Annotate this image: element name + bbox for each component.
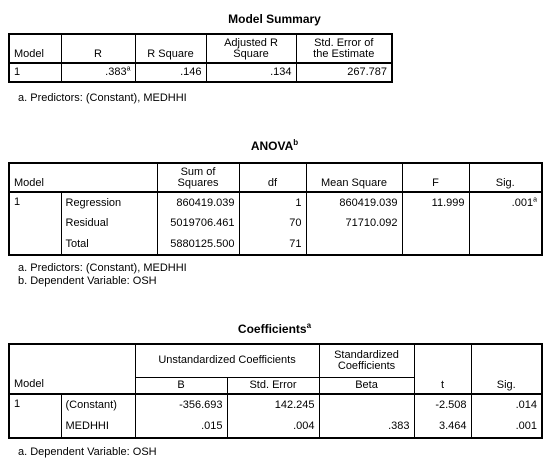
coef-header-std-line2: Coefficients bbox=[337, 359, 396, 372]
anova-row-label: Regression bbox=[61, 192, 157, 213]
coef-header-unstandardized: Unstandardized Coefficients bbox=[135, 344, 319, 377]
coef-header-beta: Beta bbox=[319, 377, 414, 394]
anova-cell-sig bbox=[469, 213, 542, 234]
model-summary-table bbox=[8, 33, 393, 83]
coef-row-label: (Constant) bbox=[61, 394, 135, 416]
cell-r-square: .146 bbox=[135, 63, 206, 82]
cell-model: 1 bbox=[9, 63, 61, 82]
coef-row-medhhi bbox=[9, 416, 542, 438]
header-std-error-estimate bbox=[296, 34, 392, 63]
header-r-square: R Square bbox=[135, 34, 206, 63]
anova-header-ss-line1: Sum of bbox=[180, 166, 216, 178]
anova-cell-df: 1 bbox=[239, 192, 306, 213]
anova-cell-df: 70 bbox=[239, 213, 306, 234]
anova-header-sum-squares bbox=[157, 163, 239, 192]
coef-cell-beta: .383 bbox=[319, 416, 414, 438]
coef-model-number: 1 bbox=[9, 394, 61, 438]
anova-cell-ms bbox=[306, 234, 402, 255]
coef-cell-sig: .001 bbox=[471, 416, 542, 438]
anova-row-regression bbox=[9, 192, 542, 213]
anova-cell-ss: 860419.039 bbox=[157, 192, 239, 213]
anova-cell-ms: 860419.039 bbox=[306, 192, 402, 213]
anova-model-number: 1 bbox=[9, 192, 61, 255]
coef-cell-beta bbox=[319, 394, 414, 416]
model-summary-title-text: Model Summary bbox=[228, 12, 321, 26]
anova-cell-f: 11.999 bbox=[402, 192, 469, 213]
anova-header-sig: Sig. bbox=[469, 163, 542, 192]
header-se-line2: the Estimate bbox=[313, 48, 375, 60]
header-adj-line1: Adjusted R bbox=[224, 37, 278, 49]
anova-cell-df: 71 bbox=[239, 234, 306, 255]
coef-cell-se: .004 bbox=[227, 416, 319, 438]
coef-header-std-error: Std. Error bbox=[227, 377, 319, 394]
anova-cell-f bbox=[402, 234, 469, 255]
coef-cell-b: .015 bbox=[135, 416, 227, 438]
coef-cell-se: 142.245 bbox=[227, 394, 319, 416]
coefficients-title-text: Coefficients bbox=[237, 322, 307, 336]
model-summary-footnote: a. Predictors: (Constant), MEDHHI bbox=[18, 92, 187, 104]
header-se-line1: Std. Error of bbox=[314, 37, 374, 49]
model-summary-title bbox=[0, 12, 549, 26]
anova-cell-sig-value: .001 bbox=[511, 196, 534, 209]
coef-cell-b: -356.693 bbox=[135, 394, 227, 416]
coef-header-model: Model bbox=[9, 344, 135, 394]
cell-r-value: .383 bbox=[105, 66, 127, 78]
anova-header-df: df bbox=[239, 163, 306, 192]
anova-header-ss-line2: Squares bbox=[177, 177, 219, 189]
model-summary-header-row bbox=[9, 34, 392, 63]
cell-adj-r-square: .134 bbox=[206, 63, 296, 82]
coefficients-table bbox=[8, 343, 543, 439]
anova-header-f: F bbox=[402, 163, 469, 192]
anova-title-text: ANOVA bbox=[250, 139, 294, 153]
coefficients-footnote: a. Dependent Variable: OSH bbox=[18, 446, 157, 458]
anova-header-mean-square: Mean Square bbox=[306, 163, 402, 192]
anova-header-model: Model bbox=[9, 163, 157, 192]
anova-cell-sig bbox=[469, 234, 542, 255]
anova-cell-ss: 5019706.461 bbox=[157, 213, 239, 234]
cell-r-footnote-mark: a bbox=[126, 65, 131, 73]
header-adjusted-r-square bbox=[206, 34, 296, 63]
anova-row-label: Residual bbox=[61, 213, 157, 234]
coef-header-sig: Sig. bbox=[471, 344, 542, 394]
header-r: R bbox=[61, 34, 135, 63]
anova-cell-ms: 71710.092 bbox=[306, 213, 402, 234]
coef-row-label: MEDHHI bbox=[61, 416, 135, 438]
anova-row-residual bbox=[9, 213, 542, 234]
header-model: Model bbox=[9, 34, 61, 63]
cell-r bbox=[61, 63, 135, 82]
coefficients-header-row-1 bbox=[9, 344, 542, 377]
coef-header-t: t bbox=[414, 344, 471, 394]
anova-title-footnote-mark: b bbox=[293, 138, 299, 147]
coef-header-std-line1: Standardized bbox=[334, 348, 399, 361]
anova-cell-f bbox=[402, 213, 469, 234]
anova-cell-sig bbox=[469, 192, 542, 213]
anova-header-row bbox=[9, 163, 542, 192]
header-adj-line2: Square bbox=[233, 48, 269, 60]
coef-cell-t: 3.464 bbox=[414, 416, 471, 438]
coef-cell-sig: .014 bbox=[471, 394, 542, 416]
anova-title bbox=[0, 139, 549, 153]
coefficients-title bbox=[0, 322, 549, 336]
coefficients-title-footnote-mark: a bbox=[306, 321, 312, 330]
anova-footnote-b: b. Dependent Variable: OSH bbox=[18, 275, 157, 287]
cell-std-error: 267.787 bbox=[296, 63, 392, 82]
anova-cell-ss: 5880125.500 bbox=[157, 234, 239, 255]
coef-header-b: B bbox=[135, 377, 227, 394]
anova-row-total bbox=[9, 234, 542, 255]
anova-table bbox=[8, 162, 543, 256]
anova-sig-footnote-mark: a bbox=[533, 195, 537, 203]
coef-cell-t: -2.508 bbox=[414, 394, 471, 416]
model-summary-row bbox=[9, 63, 392, 82]
coef-header-standardized bbox=[319, 344, 414, 377]
anova-footnote-a: a. Predictors: (Constant), MEDHHI bbox=[18, 262, 187, 274]
coef-row-constant bbox=[9, 394, 542, 416]
anova-row-label: Total bbox=[61, 234, 157, 255]
